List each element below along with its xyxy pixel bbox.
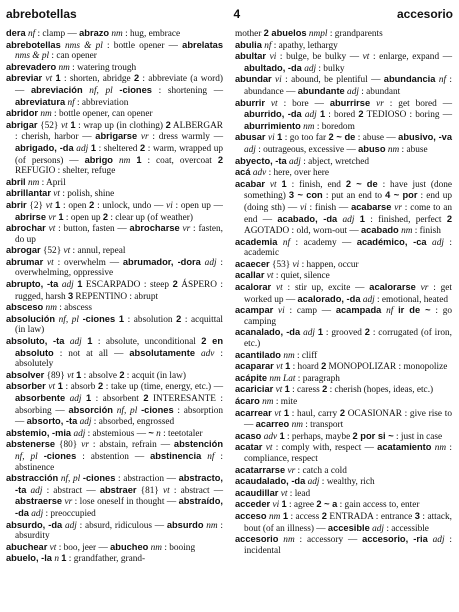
right-column xyxy=(235,28,452,612)
dictionary-entry: accesorio nm : accessory — accesorio, -ria adj : incidental xyxy=(235,534,452,556)
dictionary-entry: acantilado nm : cliff xyxy=(235,349,318,361)
page-header xyxy=(6,6,453,22)
dictionary-entry: abultar vi : bulge, be bulky — vt : enlarge, expand — abultado, -da adj : bulky xyxy=(235,51,452,74)
dictionary-entry: abuchear vt : boo, jeer — abucheo nm : booing xyxy=(6,541,196,553)
dictionary-entry: acabar vt 1 : finish, end 2 ~ de : have just (done something) 3 ~ con : put an end to 4 ~ por : end up (doing sth) — vi : finish — acabarse vr : come to an end — acabado, -da adj 1 : finished, perfect 2 AGOTADO : old, worn-out — acabado nm : finish xyxy=(235,178,453,237)
dictionary-entry: ácaro nm : mite xyxy=(235,396,298,407)
dictionary-entry: acceder vi 1 : agree 2 ~ a : gain access to, enter xyxy=(235,499,420,511)
dictionary-entry: abyecto, -ta adj : abject, wretched xyxy=(235,155,370,167)
dictionary-entry: acanalado, -da adj 1 : grooved 2 : corrugated (of iron, etc.) xyxy=(235,327,452,350)
dictionary-entry: acatarrarse vr : catch a cold xyxy=(235,464,347,476)
dictionary-entry: abrebotellas nms & pl : bottle opener — abrelatas nms & pl : can opener xyxy=(6,39,224,62)
dictionary-entry: abrevadero nm : watering trough xyxy=(6,61,137,73)
left-column xyxy=(6,28,223,612)
dictionary-entry: abreviar vt 1 : shorten, abridge 2 : abbreviate (a word) — abreviación nf, pl -ciones : shortening — abreviatura nf : abbreviation xyxy=(6,73,224,108)
dictionary-entry: abrillantar vt : polish, shine xyxy=(6,188,115,200)
dictionary-entry: acaparar vt 1 : hoard 2 MONOPOLIZAR : monopolize xyxy=(235,361,448,373)
dictionary-entry: abril nm : April xyxy=(6,176,66,188)
dictionary-entry: abundar vi : abound, be plentiful — abundancia nf : abundance — abundante adj : abundant xyxy=(235,74,452,97)
dictionary-entry: absceso nm : abscess xyxy=(6,302,93,314)
page-number: 4 xyxy=(233,7,241,21)
dictionary-entry: abrupto, -ta adj 1 ESCARPADO : steep 2 ÁSPERO : rugged, harsh 3 REPENTINO : abrupt xyxy=(6,279,224,302)
dictionary-entry: acariciar vt 1 : caress 2 : cherish (hopes, ideas, etc.) xyxy=(235,384,434,396)
dictionary-entry: abuelo, -la n 1 : grandfather, grand- xyxy=(6,553,146,565)
dictionary-entry: abstracción nf, pl -ciones : abstraction — abstracto, -ta adj : abstract — abstraer {81} vt : abstract — abstraerse vr : lose oneself in thought — abstraído, -da adj : preoccupied xyxy=(6,473,224,519)
dictionary-entry: abstemio, -mia adj : abstemious — ~ n : teetotaler xyxy=(6,427,203,439)
dictionary-entry: mother 2 abuelos nmpl : grandparents xyxy=(235,28,383,39)
dictionary-entry: abulia nf : apathy, lethargy xyxy=(235,39,338,51)
dictionary-entry: absolución nf, pl -ciones 1 : absolution 2 : acquittal (in law) xyxy=(6,313,223,336)
dictionary-entry: acápite nm Lat : paragraph xyxy=(235,372,340,384)
dictionary-entry: acatar vt : comply with, respect — acatamiento nm : compliance, respect xyxy=(235,442,453,464)
dictionary-entry: acaso adv 1 : perhaps, maybe 2 por si ~ : just in case xyxy=(235,430,443,442)
dictionary-entry: acá adv : here, over here xyxy=(235,167,329,179)
dictionary-entry: absurdo, -da adj : absurd, ridiculous — absurdo nm : absurdity xyxy=(6,519,223,542)
dictionary-entry: acceso nm 1 : access 2 ENTRADA : entrance 3 : attack, bout (of an illness) — accesible adj : accessible xyxy=(235,510,452,534)
dictionary-entry: abrogar {52} vt : annul, repeal xyxy=(6,245,126,257)
dictionary-entry: acallar vt : quiet, silence xyxy=(235,270,330,282)
dictionary-columns xyxy=(6,28,453,612)
dictionary-entry: absolver {89} vt 1 : absolve 2 : acquit (in law) xyxy=(6,369,186,381)
dictionary-entry: academia nf : academy — académico, -ca adj : academic xyxy=(235,236,452,259)
dictionary-entry: acarrear vt 1 : haul, carry 2 OCASIONAR : give rise to — acarreo nm : transport xyxy=(235,407,452,431)
dictionary-entry: aburrir vt : bore — aburrirse vr : get bored — aburrido, -da adj 1 : bored 2 TEDIOSO : boring — aburrimiento nm : boredom xyxy=(235,97,453,132)
dictionary-entry: acaudillar vt : lead xyxy=(235,487,311,499)
dictionary-entry: abstenerse {80} vr : abstain, refrain — abstención nf, pl -ciones : abstention — abstinencia nf : abstinence xyxy=(6,439,223,473)
header-last-entry: accesorio xyxy=(396,7,453,21)
dictionary-entry: abusar vi 1 : go too far 2 ~ de : abuse — abusivo, -va adj : outrageous, excessive — abuso nm : abuse xyxy=(235,132,452,155)
dictionary-entry: abrumar vt : overwhelm — abrumador, -dora adj : overwhelming, oppressive xyxy=(6,256,223,279)
dictionary-entry: acampar vi : camp — acampada nf ir de ~ : go camping xyxy=(235,305,452,327)
dictionary-entry: acaecer {53} vi : happen, occur xyxy=(235,258,359,270)
dictionary-entry: acalorar vt : stir up, excite — acalorarse vr : get worked up — acalorado, -da adj : emotional, heated xyxy=(235,282,452,305)
dictionary-entry: abridor nm : bottle opener, can opener xyxy=(6,108,153,120)
dictionary-entry: acaudalado, -da adj : wealthy, rich xyxy=(235,476,375,488)
dictionary-entry: absorber vt 1 : absorb 2 : take up (time, energy, etc.) — absorbente adj 1 : absorbent 2 INTERESANTE : absorbing — absorción nf, pl -ciones : absorption — absorto, -ta adj : absorbed, engrossed xyxy=(6,381,224,428)
dictionary-entry: abrir {2} vt 1 : open 2 : unlock, undo — vi : open up — abrirse vr 1 : open up 2 : clear up (of weather) xyxy=(6,199,223,223)
dictionary-entry: absoluto, -ta adj 1 : absolute, unconditional 2 en absoluto : not at all — absolutamente adv : absolutely xyxy=(6,336,224,370)
header-first-entry: abrebotellas xyxy=(6,7,77,21)
dictionary-entry: dera nf : clamp — abrazo nm : hug, embrace xyxy=(6,28,181,39)
dictionary-entry: abrigar {52} vt 1 : wrap up (in clothing) 2 ALBERGAR : cherish, harbor — abrigarse vr : dress warmly — abrigado, -da adj 1 : sheltered 2 : warm, wrapped up (of persons) — abrigo nm 1 : coat, overcoat 2 REFUGIO : shelter, refuge xyxy=(6,119,224,177)
dictionary-entry: abrochar vt : button, fasten — abrocharse vr : fasten, do up xyxy=(6,223,223,245)
